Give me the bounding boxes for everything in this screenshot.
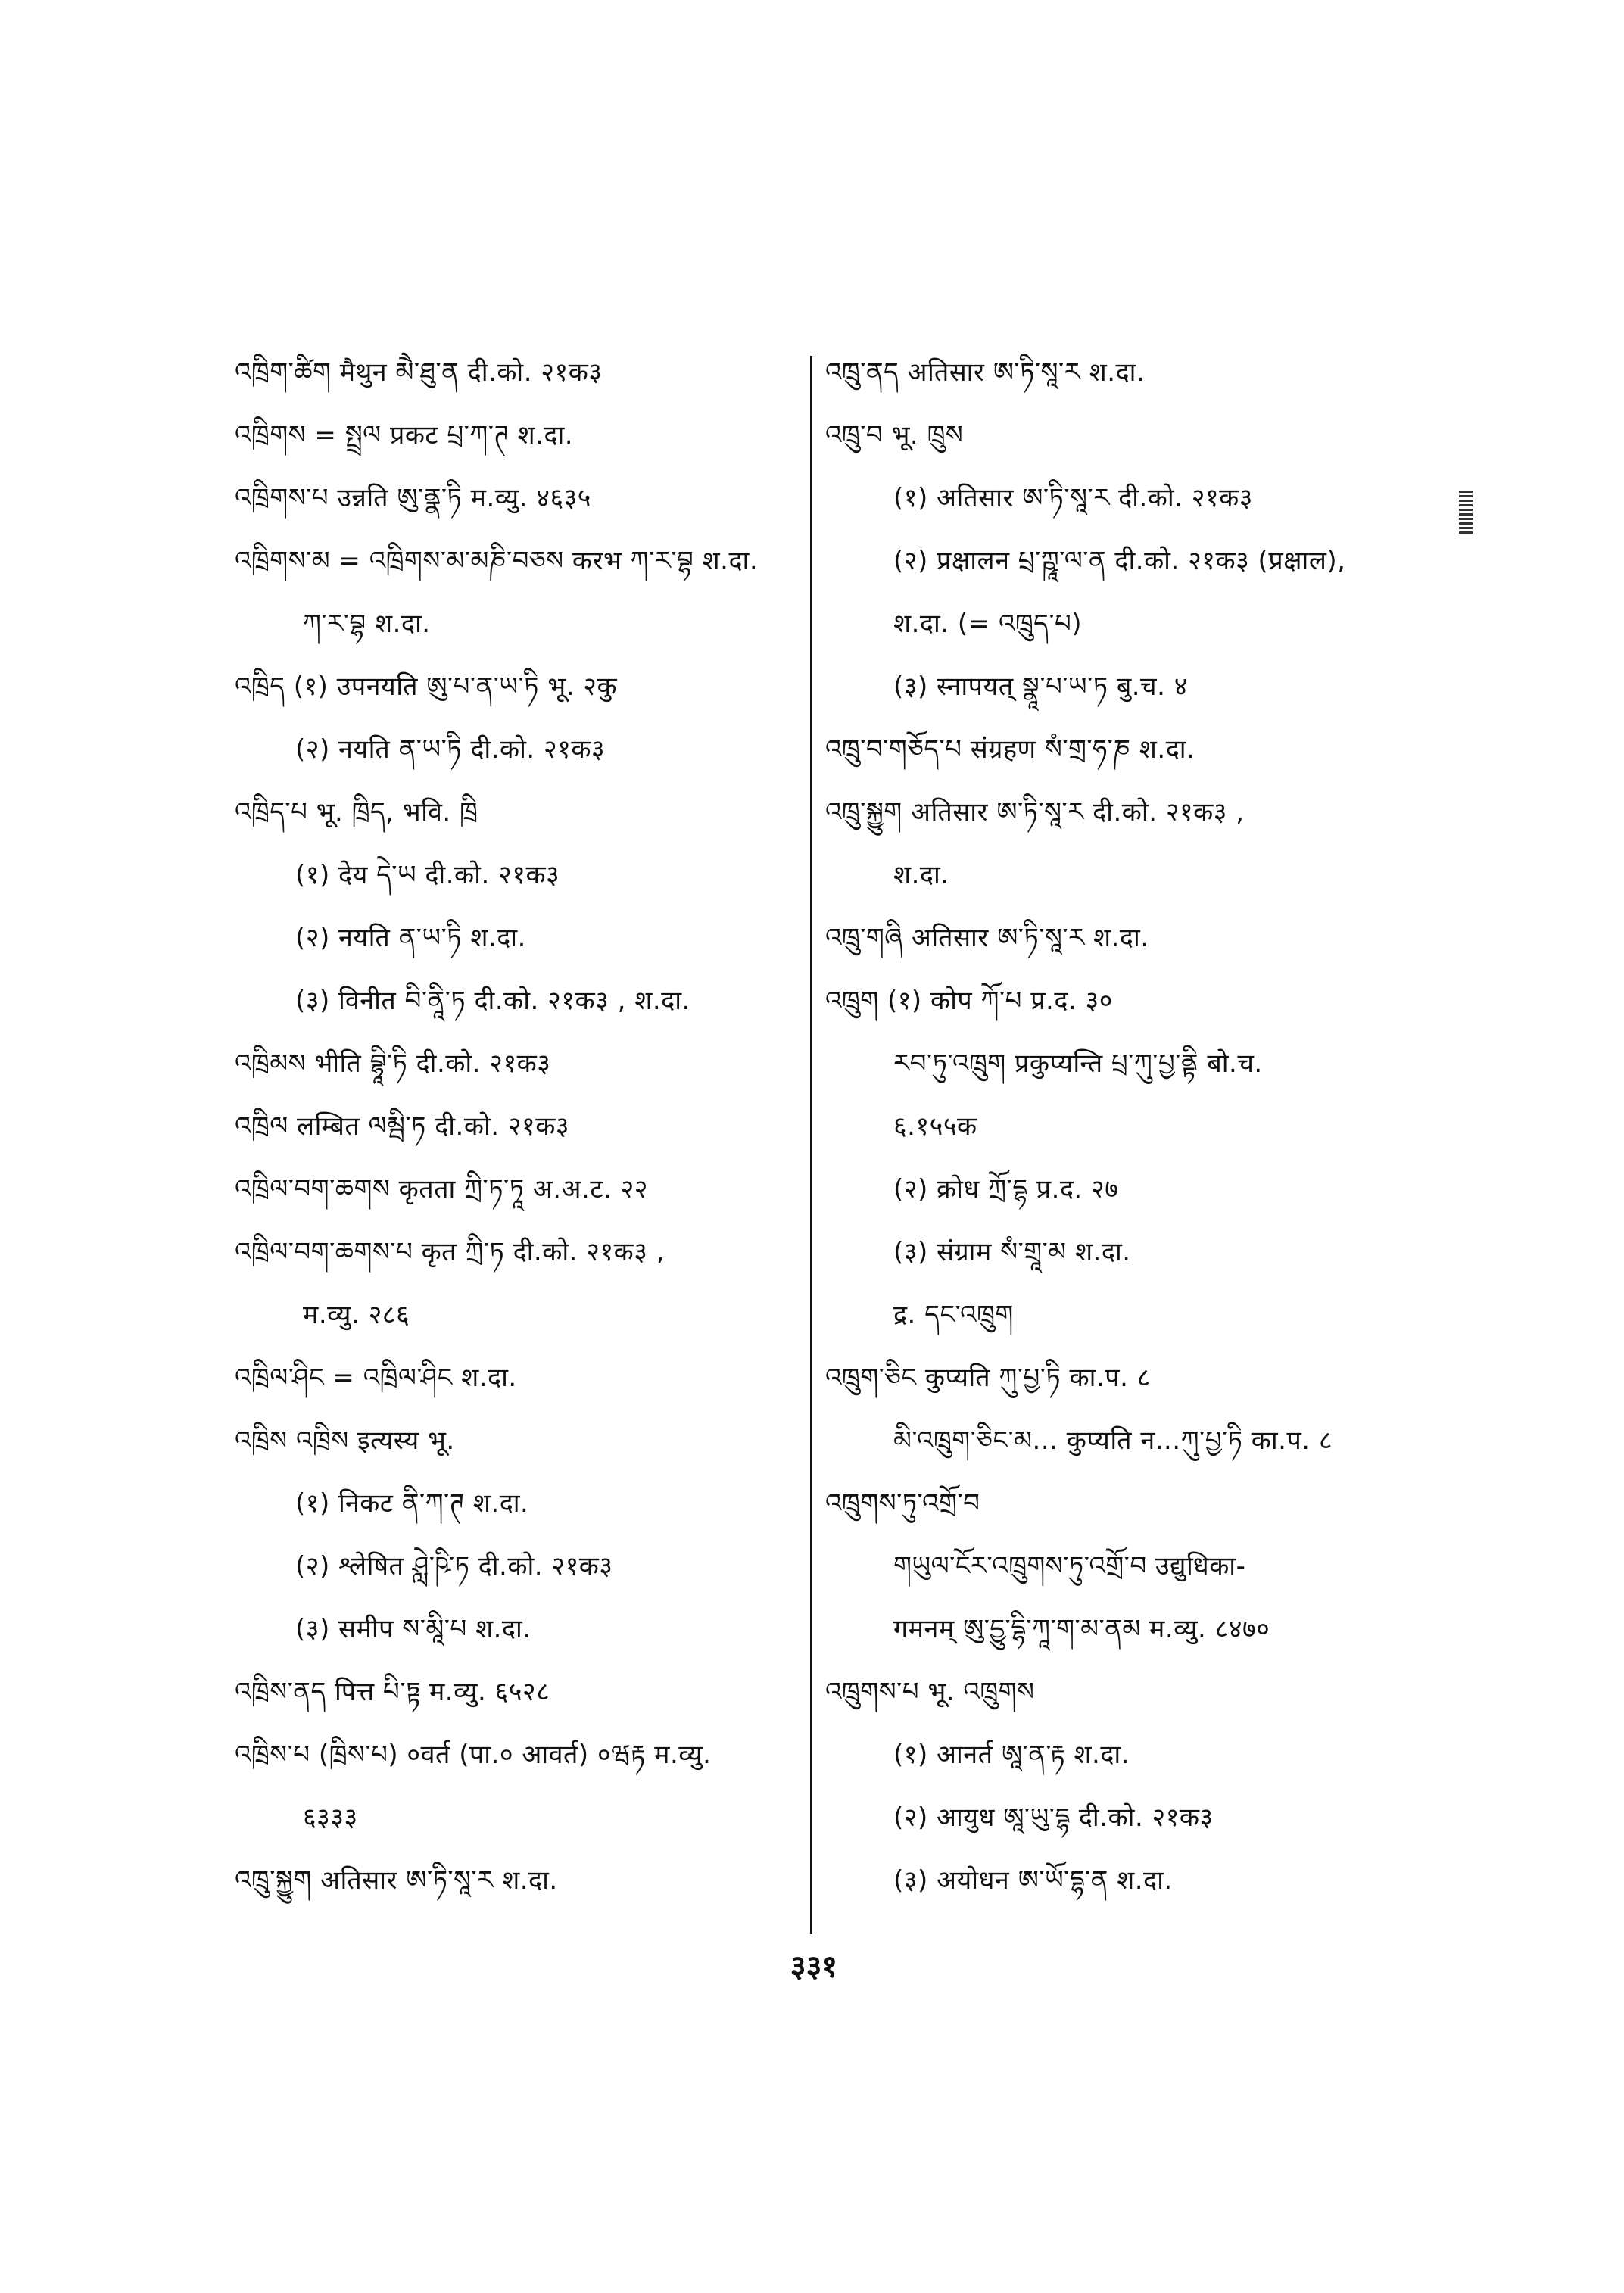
dictionary-entry-line: (२) नयति ན་ཡ་ཏི श.दा.	[295, 923, 526, 953]
dictionary-entry-line: འཁྲིགས = སྤྲལ प्रकट པྲ་ཀ་ཊ श.दा.	[235, 420, 574, 450]
dictionary-entry-line: འཁྲུག (१) कोप ཀོ་པ प्र.द. ३०	[825, 986, 1113, 1016]
dictionary-entry-line: འཁྲུ་བ་གཅོད་པ संग्रहण སཾ་གྲ་ཧ་ཎ श.दा.	[825, 734, 1195, 765]
dictionary-entry-line: (२) प्रक्षालन པྲ་ཀྵཱ་ལ་ན दी.को. २१क३ (प्रक्षाल),	[893, 546, 1346, 576]
dictionary-entry-line: गमनम् ཨུ་དྱུ་དྷི་ཀཱ་ག་མ་ནམ म.व्यु. ८४७०	[893, 1614, 1270, 1644]
dictionary-entry-line: འཁྲུག་ཅིང कुप्यति ཀུ་པྱ་ཏི का.प. ८	[825, 1363, 1151, 1393]
dictionary-entry-line: (३) अयोधन ཨ་ཡོ་དྷ་ན श.दा.	[893, 1865, 1173, 1896]
dictionary-entry-line: ६३३३	[303, 1802, 358, 1833]
dictionary-entry-line: (१) निकट ནི་ཀ་ཊ श.दा.	[295, 1488, 529, 1519]
dictionary-entry-line: འཁྲུ་བ भू. ཁྲུས	[825, 420, 964, 450]
dictionary-entry-line: श.दा. (= འཁྲུད་པ)	[893, 609, 1083, 639]
edge-scan-mark	[1459, 491, 1473, 534]
dictionary-entry-line: འཁྲིས འཁྲིས इत्यस्य भू.	[235, 1425, 455, 1456]
dictionary-entry-line: འཁྲིས་པ (ཁྲིས་པ) ०वर्त (पा.० आवर्त) ०ཝརྟ म.व्यु.	[235, 1740, 712, 1770]
dictionary-entry-line: (१) आनर्त ཨཱ་ན་རྟ श.दा.	[893, 1740, 1130, 1770]
dictionary-entry-line: (३) विनीत བི་ནཱི་ཏ दी.को. २१क३ , श.दा.	[295, 986, 690, 1016]
dictionary-entry-line: (२) श्लेषित ཤླེ་ཥི་ཏ दी.को. २१क३	[295, 1551, 613, 1581]
dictionary-entry-line: म.व्यु. २८६	[303, 1300, 410, 1330]
dictionary-entry-line: འཁྲུ་གཞི अतिसार ཨ་ཏི་སཱ་ར श.दा.	[825, 923, 1149, 953]
dictionary-entry-line: འཁྲུ་ནད अतिसार ཨ་ཏི་སཱ་ར श.दा.	[825, 357, 1146, 388]
dictionary-entry-line: འཁྲུགས་ཏུ་འགྲོ་བ	[825, 1488, 980, 1519]
dictionary-entry-line: འཁྲིལ་བག་ཆགས་པ कृत ཀྲི་ཏ दी.को. २१क३ ,	[235, 1237, 665, 1267]
dictionary-entry-line: འཁྲིལ་བག་ཆགས कृतता ཀྲི་ཏ་ཏཱ अ.अ.ट. २२	[235, 1174, 648, 1204]
dictionary-entry-line: འཁྲིལ་ཤིང = འཁྲིལ་ཤིང श.दा.	[235, 1363, 517, 1393]
dictionary-entry-line: འཁྲུ་སྐྱུག अतिसार ཨ་ཏི་སཱ་ར दी.को. २१क३ ,	[825, 797, 1245, 827]
dictionary-entry-line: གཡུལ་ངོར་འཁྲུགས་ཏུ་འགྲོ་བ उद्युधिका-	[893, 1551, 1246, 1581]
dictionary-entry-line: འཁྲུ་སྐྱུག अतिसार ཨ་ཏི་སཱ་ར श.दा.	[235, 1865, 558, 1896]
dictionary-entry-line: (२) क्रोध ཀྲོ་དྷ प्र.द. २७	[893, 1174, 1119, 1204]
dictionary-entry-line: ६.१५५क	[893, 1111, 977, 1142]
dictionary-entry-line: འཁྲིམས भीति བྷཱི་ཏི दी.को. २१क३	[235, 1048, 551, 1079]
dictionary-entry-line: འཁྲིགས་པ उन्नति ཨུ་ནྣ་ཏི म.व्यु. ४६३५	[235, 483, 591, 513]
dictionary-entry-line: (३) स्नापयत् སྣཱ་པ་ཡ་ཏ बु.च. ४	[893, 671, 1188, 702]
dictionary-entry-line: (२) नयति ན་ཡ་ཏི दी.को. २१क३	[295, 734, 606, 765]
dictionary-entry-line: འཁྲིད (१) उपनयति ཨུ་པ་ན་ཡ་ཏི भू. २कु	[235, 671, 618, 702]
dictionary-entry-line: འཁྲིད་པ भू. ཁྲིད, भवि. ཁྲི	[235, 797, 478, 827]
dictionary-entry-line: མི་འཁྲུག་ཅིང་མ... कुप्यति न...ཀུ་པྱ་ཏི का.प. ८	[893, 1425, 1333, 1456]
dictionary-entry-line: ཀ་ར་བྷ श.दा.	[303, 609, 431, 639]
dictionary-entry-line: (२) आयुध ཨཱ་ཡུ་དྷ दी.को. २१क३	[893, 1802, 1214, 1833]
dictionary-entry-line: (३) संग्राम སཾ་གྲཱ་མ श.दा.	[893, 1237, 1131, 1267]
dictionary-entry-line: (१) देय དེ་ཡ दी.को. २१क३	[295, 860, 560, 890]
dictionary-entry-line: འཁྲིལ लम्बित ལམྦི་ཏ दी.को. २१क३	[235, 1111, 570, 1142]
dictionary-entry-line: འཁྲུགས་པ भू. འཁྲུགས	[825, 1677, 1035, 1707]
dictionary-entry-line: རབ་ཏུ་འཁྲུག प्रकुप्यन्ति པྲ་ཀུ་པྱ་ནྟི बो.च.	[893, 1048, 1263, 1079]
column-divider	[810, 356, 812, 1934]
dictionary-entry-line: (१) अतिसार ཨ་ཏི་སཱ་ར दी.को. २१क३	[893, 483, 1253, 513]
dictionary-entry-line: འཁྲིས་ནད पित्त པི་ཏྟ म.व्यु. ६५२८	[235, 1677, 550, 1707]
dictionary-entry-line: श.दा.	[893, 860, 949, 890]
dictionary-entry-line: द्र. དང་འཁྲུག	[893, 1300, 1014, 1330]
dictionary-entry-line: འཁྲིག་ཚིག मैथुन མཻ་ཐུ་ན दी.को. २१क३	[235, 357, 603, 388]
page-number: ३३१	[790, 1949, 838, 1984]
dictionary-entry-line: འཁྲིགས་མ = འཁྲིགས་མ་མཎི་བཅས करभ ཀ་ར་བྷ श.दा.	[235, 546, 759, 576]
dictionary-entry-line: (३) समीप ས་མཱི་པ श.दा.	[295, 1614, 531, 1644]
